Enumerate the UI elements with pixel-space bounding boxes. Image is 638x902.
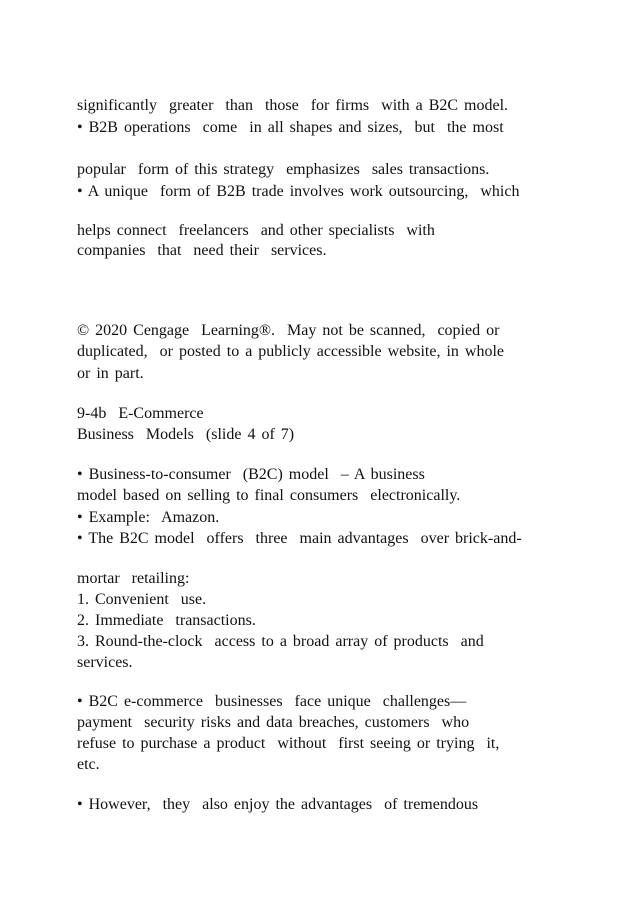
section-heading: Business Models (slide 4 of 7)	[77, 426, 295, 443]
text-line: refuse to purchase a product without first seeing or trying it,	[77, 735, 500, 752]
text-line: model based on selling to final consumers electronically.	[77, 487, 461, 504]
text-line: companies that need their services.	[77, 242, 327, 259]
text-line: mortar retailing:	[77, 570, 190, 587]
copyright-line: © 2020 Cengage Learning®. May not be scanned, copied or	[77, 322, 500, 339]
section-heading: 9-4b E-Commerce	[77, 405, 204, 422]
text-line: etc.	[77, 756, 100, 773]
list-item: 1. Convenient use.	[77, 591, 207, 608]
text-line: • A unique form of B2B trade involves work outsourcing, which	[77, 183, 520, 200]
text-line: payment security risks and data breaches, customers who	[77, 714, 470, 731]
text-line: • The B2C model offers three main advantages over brick-and-	[77, 530, 522, 547]
text-line: • However, they also enjoy the advantages of tremendous	[77, 796, 479, 813]
copyright-line: duplicated, or posted to a publicly accessible website, in whole	[77, 343, 504, 360]
list-item: 2. Immediate transactions.	[77, 612, 256, 629]
text-line: popular form of this strategy emphasizes sales transactions.	[77, 161, 490, 178]
list-item: 3. Round-the-clock access to a broad array of products and	[77, 633, 484, 650]
copyright-line: or in part.	[77, 365, 144, 382]
text-line: • B2C e-commerce businesses face unique challenges—	[77, 693, 467, 710]
text-line: • Example: Amazon.	[77, 509, 220, 526]
list-item: services.	[77, 654, 133, 671]
text-line: significantly greater than those for firms with a B2C model.	[77, 97, 509, 114]
text-line: • B2B operations come in all shapes and sizes, but the most	[77, 119, 504, 136]
text-line: • Business-to-consumer (B2C) model – A business	[77, 466, 425, 483]
text-line: helps connect freelancers and other specialists with	[77, 222, 435, 239]
